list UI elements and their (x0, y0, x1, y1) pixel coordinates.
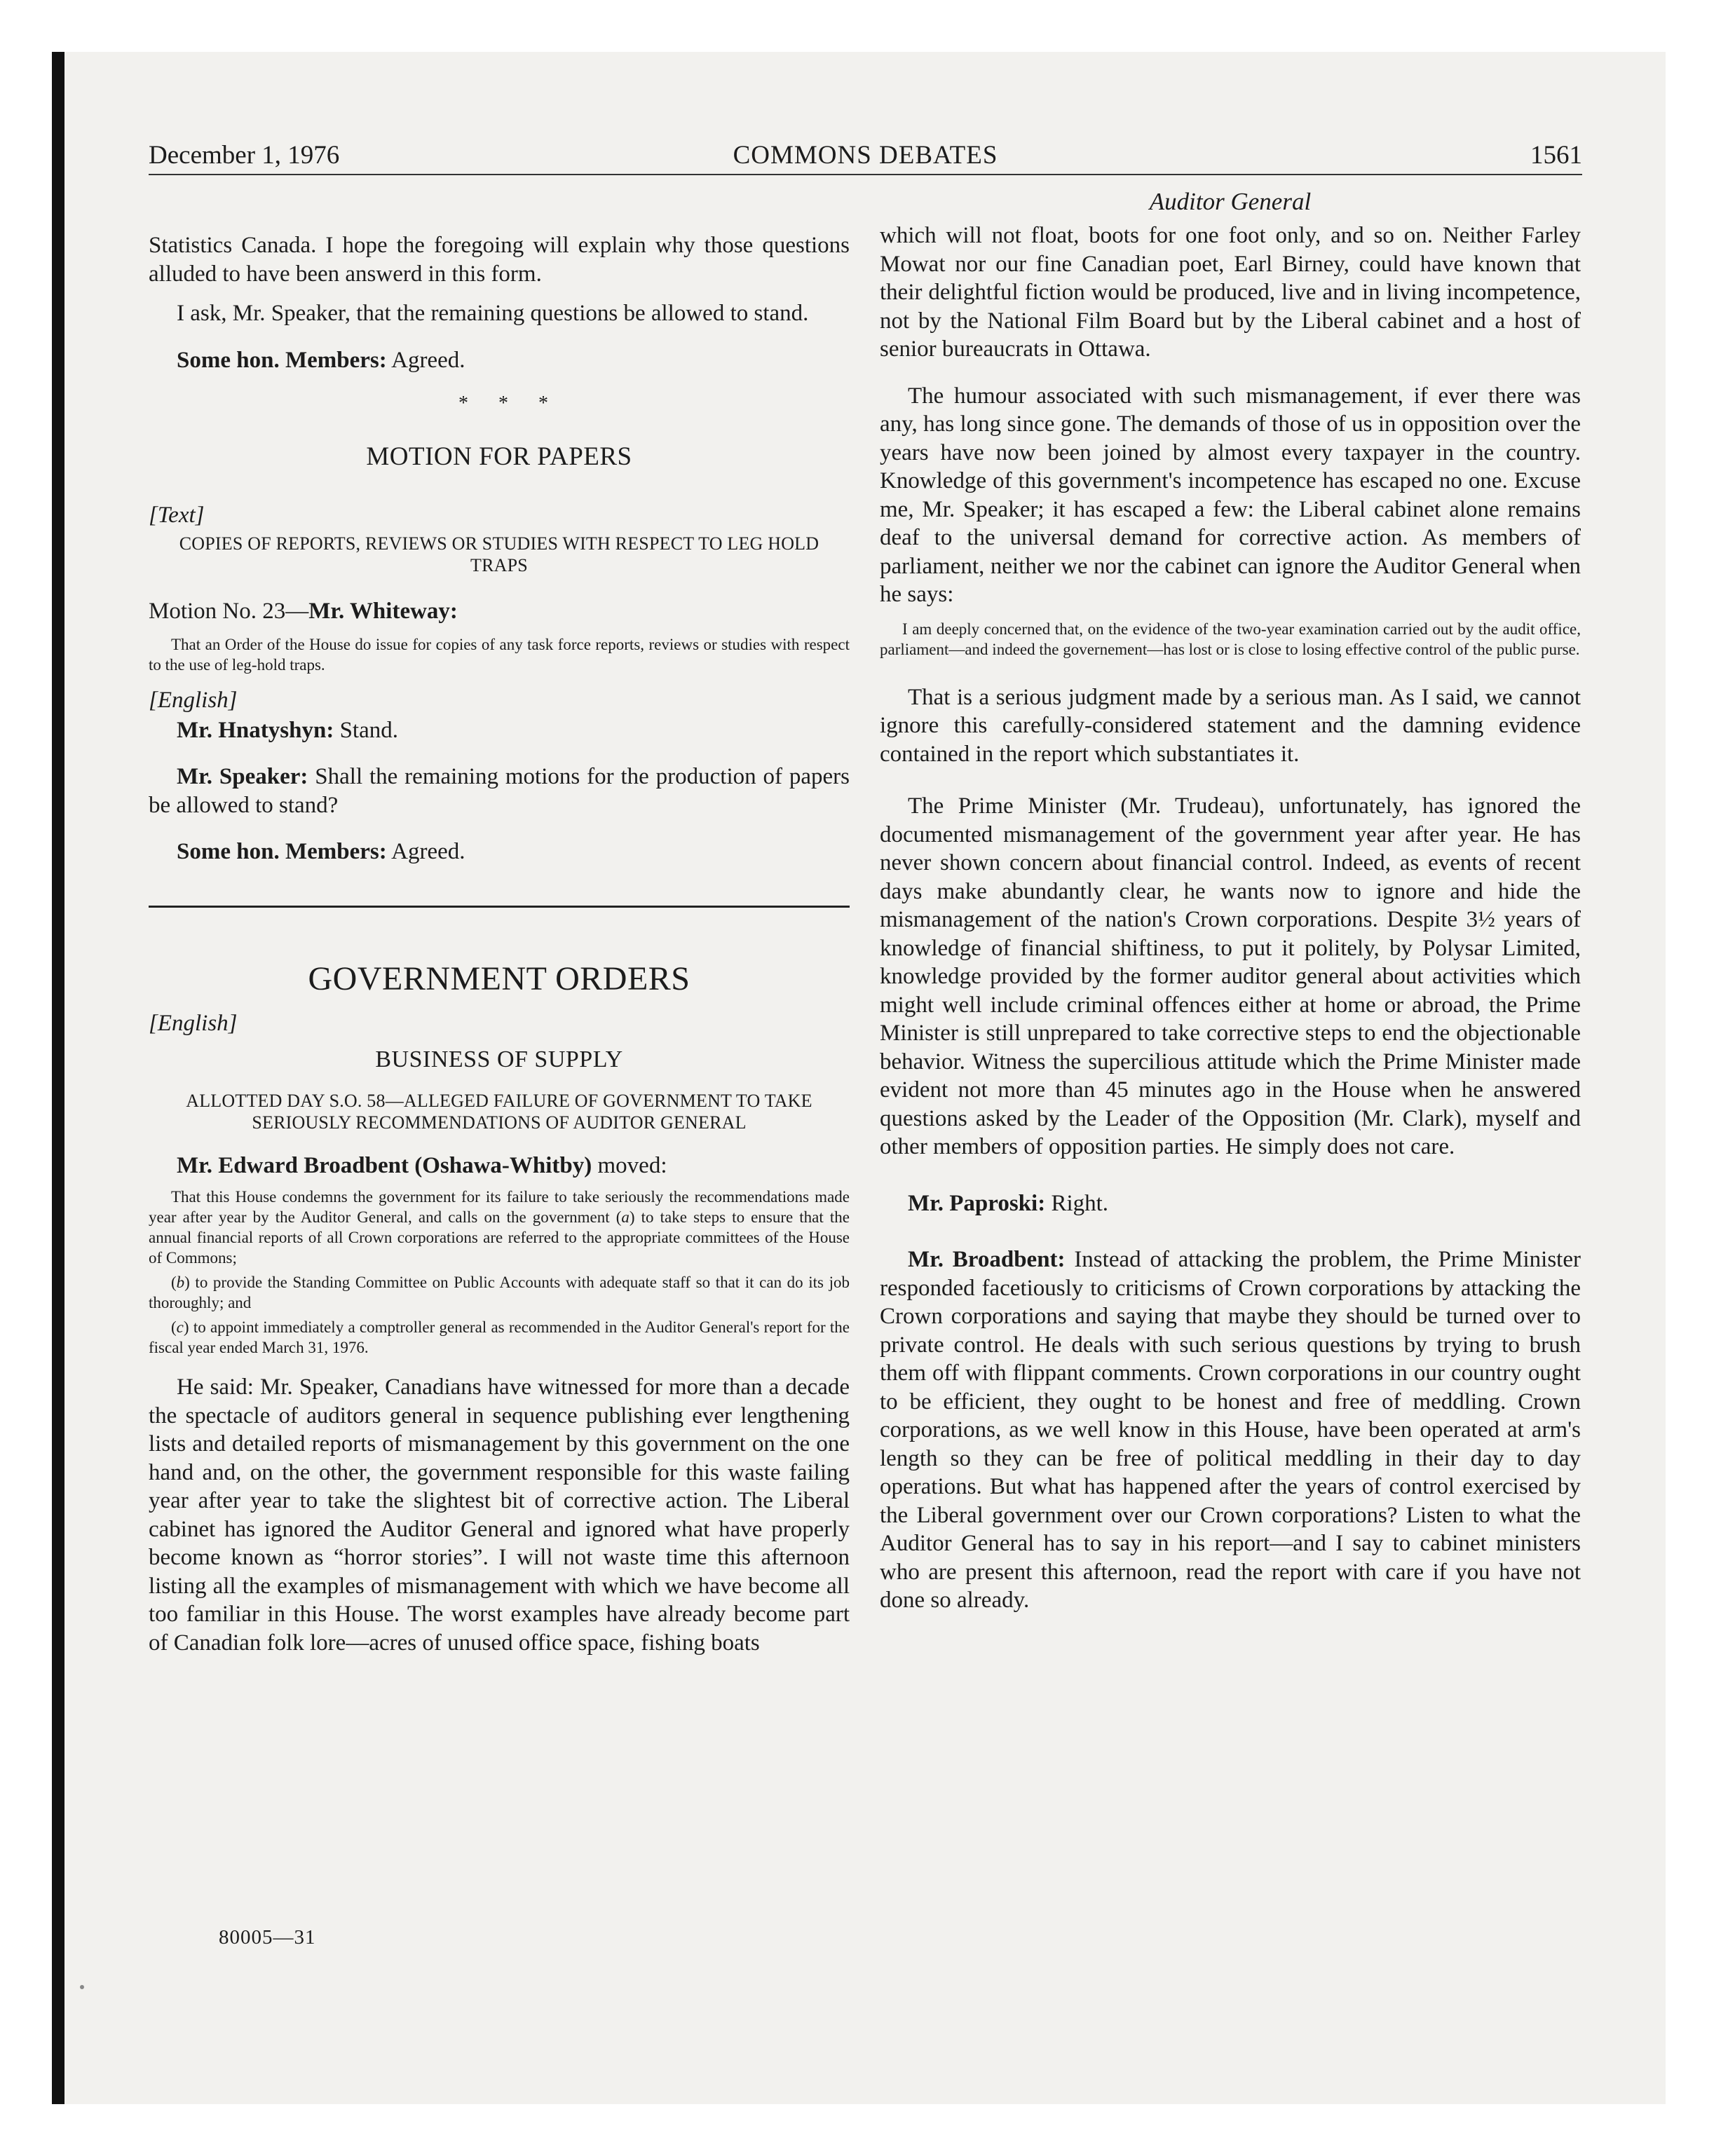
scan-speck (80, 1985, 84, 1989)
speech-text: Instead of attacking the problem, the Prime Minister responded facetiously to criticisms of Crown corporations by attacking the Crown corporations and saying that maybe they should be turned over to private control. He deals with such serious questions by trying to brush them off with flippant comments. Crown corporations in our country ought to be efficient, they ought to be honest and free of meddling. Crown corporations, as we well know in this House, have been operated at arm's length so they can be free of political meddling in their day to day operations. But what has happened after the years of control exercised by the Liberal government over our Crown corporations? Listen to what the Auditor General has to say in his report—and I say to cabinet ministers who are present this afternoon, read the report with care if you have not done so already. (880, 1247, 1581, 1613)
language-tag: [English] (149, 1010, 238, 1036)
binding-edge (52, 52, 64, 2104)
motion-text-part: ( (171, 1318, 177, 1336)
header-page-number: 1561 (1530, 141, 1582, 170)
paragraph (880, 1246, 1581, 1615)
speech-text: Stand. (334, 717, 398, 743)
speaker-name: Some hon. Members: (177, 347, 387, 373)
paragraph: The humour associated with such mismanagement, if ever there was any, has long since gone. The demands of those of us in opposition over the years have now been joined by almost every taxpayer in the country. Knowledge of this government's incompetence has escaped no one. Excuse me, Mr. Speaker; it has escaped a few: the Liberal cabinet alone remains deaf to the universal demand for corrective action. As members of parliament, neither we nor the cabinet can ignore the Auditor General when he says: (880, 383, 1581, 607)
section-heading: MOTION FOR PAPERS (366, 442, 632, 471)
motion-text-part: ) to take steps to ensure that the annual financial reports of all Crown corporations are referred to the appropriate committees of the House of Commons; (149, 1208, 850, 1267)
paragraph: That is a serious judgment made by a serious man. As I said, we cannot ignore this carefully-considered statement and the damning evidence contained in the report which substantiates it. (880, 684, 1581, 767)
paragraph (880, 1189, 1581, 1218)
section-heading: GOVERNMENT ORDERS (308, 960, 690, 997)
paragraph (149, 716, 850, 745)
paragraph: which will not float, boots for one foot only, and so on. Neither Farley Mowat nor our fine Canadian poet, Earl Birney, could have known that their delightful fiction would be produced, live and in living incompetence, not by the National Film Board but by the Liberal cabinet and a host of senior bureaucrats in Ottawa. (880, 223, 1581, 362)
paragraph (149, 838, 850, 866)
right-column (880, 188, 1581, 1615)
motion-text-part: ) to appoint immediately a comptroller general as recommended in the Auditor General's report for the fiscal year ended March 31, 1976. (149, 1318, 850, 1356)
paragraph: The Prime Minister (Mr. Trudeau), unfortunately, has ignored the documented mismanagement of the government year after year. He has never shown concern about financial control. Indeed, as events of recent days make abundantly clear, he wants now to ignore and hide the mismanagement of the nation's Crown corporations. Despite 3½ years of knowledge of financial shiftiness, to put it politely, by Polysar Limited, knowledge provided by the former auditor general about activities which might well include criminal offences either at home or abroad, the Prime Minister is still unprepared to take corrective steps to end the objectionable behavior. Witness the supercilious attitude which the Prime Minister made evident not more than 45 minutes ago in the House when he answered questions asked by the Leader of the Opposition (Mr. Clark), myself and other members of opposition parties. He simply does not care. (880, 793, 1581, 1159)
paragraph: He said: Mr. Speaker, Canadians have witnessed for more than a decade the spectacle of auditors general in sequence publishing ever lengthening lists and detailed reports of mismanagement by this government on the one hand and, on the other, the government responsible for this waste failing year after year to take the slightest bit of corrective action. The Liberal cabinet has ignored the Auditor General and ignored what have properly become known as “horror stories”. I will not waste time this afternoon listing all the examples of mismanagement with which we have become all too familiar in this House. The worst examples have already become part of Canadian folk lore—acres of unused office space, fishing boats (149, 1374, 850, 1656)
motion-item-letter: c (176, 1318, 184, 1336)
motion-line (149, 597, 850, 626)
paragraph (149, 1152, 850, 1180)
running-head: Auditor General (1149, 188, 1312, 215)
motion-text-part: ) to provide the Standing Committee on Public Accounts with adequate staff so that it can do its job thoroughly; and (149, 1274, 850, 1311)
motion-number: Motion No. 23— (149, 599, 309, 624)
motion-item-letter: b (176, 1274, 185, 1291)
paragraph (149, 763, 850, 819)
quotation: I am deeply concerned that, on the evidence of the two-year examination carried out by the audit office, parliament—and indeed the governement—has lost or is close to losing effective control of the public purse. (880, 620, 1581, 658)
allotted-day-title: ALLOTTED DAY S.O. 58—ALLEGED FAILURE OF GOVERNMENT TO TAKE SERIOUSLY RECOMMENDATIONS OF AUDITOR GENERAL (186, 1090, 812, 1133)
speaker-name: Mr. Speaker: (177, 764, 308, 789)
speech-text: moved: (592, 1152, 667, 1178)
paragraph (149, 346, 850, 375)
header-date: December 1, 1976 (149, 141, 340, 170)
motion-text (149, 1272, 850, 1313)
language-tag: [Text] (149, 503, 205, 528)
language-tag: [English] (149, 687, 238, 713)
left-column (149, 231, 850, 1657)
motion-title: COPIES OF REPORTS, REVIEWS OR STUDIES WITH RESPECT TO LEG HOLD TRAPS (179, 533, 819, 575)
speech-text: Shall the remaining motions for the production of papers be allowed to stand? (149, 764, 850, 818)
paragraph: I ask, Mr. Speaker, that the remaining questions be allowed to stand. (177, 301, 809, 326)
speech-text: Agreed. (386, 347, 465, 373)
page-header (149, 140, 1582, 175)
motion-text-part: ( (171, 1274, 177, 1291)
speaker-name: Mr. Broadbent: (908, 1247, 1066, 1272)
speaker-name: Mr. Edward Broadbent (Oshawa-Whitby) (177, 1152, 592, 1178)
header-publication: COMMONS DEBATES (733, 141, 998, 170)
motion-item-letter: a (621, 1208, 630, 1226)
motion-text (149, 1187, 850, 1268)
section-break: * * * (458, 393, 561, 414)
subsection-heading: BUSINESS OF SUPPLY (375, 1046, 623, 1072)
footer-code: 80005—31 (219, 1926, 316, 1949)
speech-text: Agreed. (386, 839, 465, 864)
paragraph: Statistics Canada. I hope the foregoing will explain why those questions alluded to have been answerd in this form. (149, 233, 850, 287)
motion-text (149, 1317, 850, 1358)
speech-text: Right. (1045, 1190, 1109, 1216)
speaker-name: Mr. Hnatyshyn: (177, 717, 334, 743)
speaker-name: Some hon. Members: (177, 839, 387, 864)
motion-text: That an Order of the House do issue for copies of any task force reports, reviews or studies with respect to the use of leg-hold traps. (149, 635, 850, 674)
speaker-name: Mr. Whiteway: (308, 599, 458, 624)
motion-text-part: That this House condemns the government for its failure to take seriously the recommendations made year after year by the Auditor General, and calls on the government ( (149, 1188, 850, 1226)
speaker-name: Mr. Paproski: (908, 1190, 1046, 1216)
section-divider (149, 906, 850, 908)
